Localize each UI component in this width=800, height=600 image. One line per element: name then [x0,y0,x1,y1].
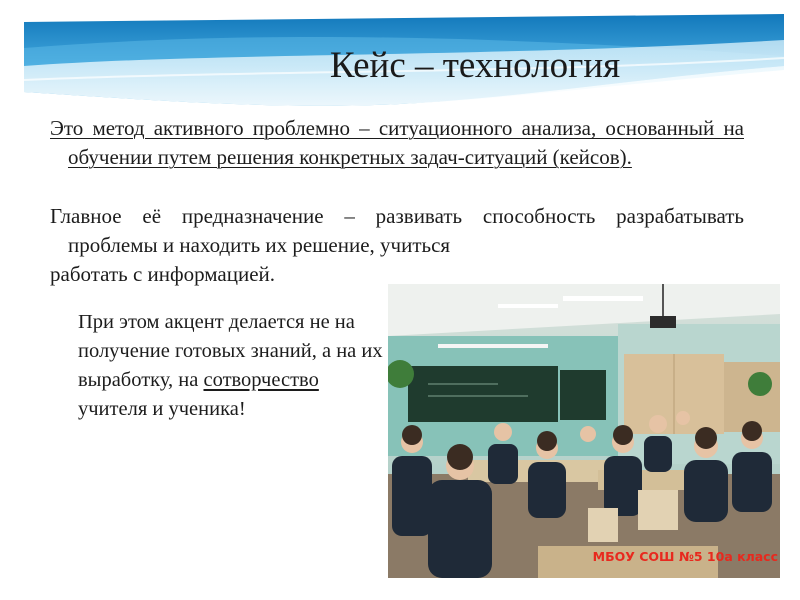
emphasis-text-end: учителя и ученика! [78,398,246,420]
emphasis-text-start: При этом акцент делается не на получение готовых знаний, а на их выработку, на [78,311,383,391]
purpose-text: Главное её предназначение – развивать способность разрабатывать проблемы и находить их решение, учиться [50,204,744,257]
definition-paragraph: Это метод активного проблемно – ситуационного анализа, основанный на обучении путем решения конкретных задач-ситуаций (кейсов). [50,116,744,169]
classroom-photo [388,284,780,578]
slide-title: Кейс – технология [329,45,621,86]
purpose-text-tail: работать с информацией. [50,262,276,286]
cocreation-word: сотворчество [203,369,319,391]
classroom-scene-illustration [388,284,780,578]
purpose-paragraph [50,202,744,289]
photo-caption: МБОУ СОШ №5 10а класс [592,549,778,564]
emphasis-paragraph [78,308,388,424]
